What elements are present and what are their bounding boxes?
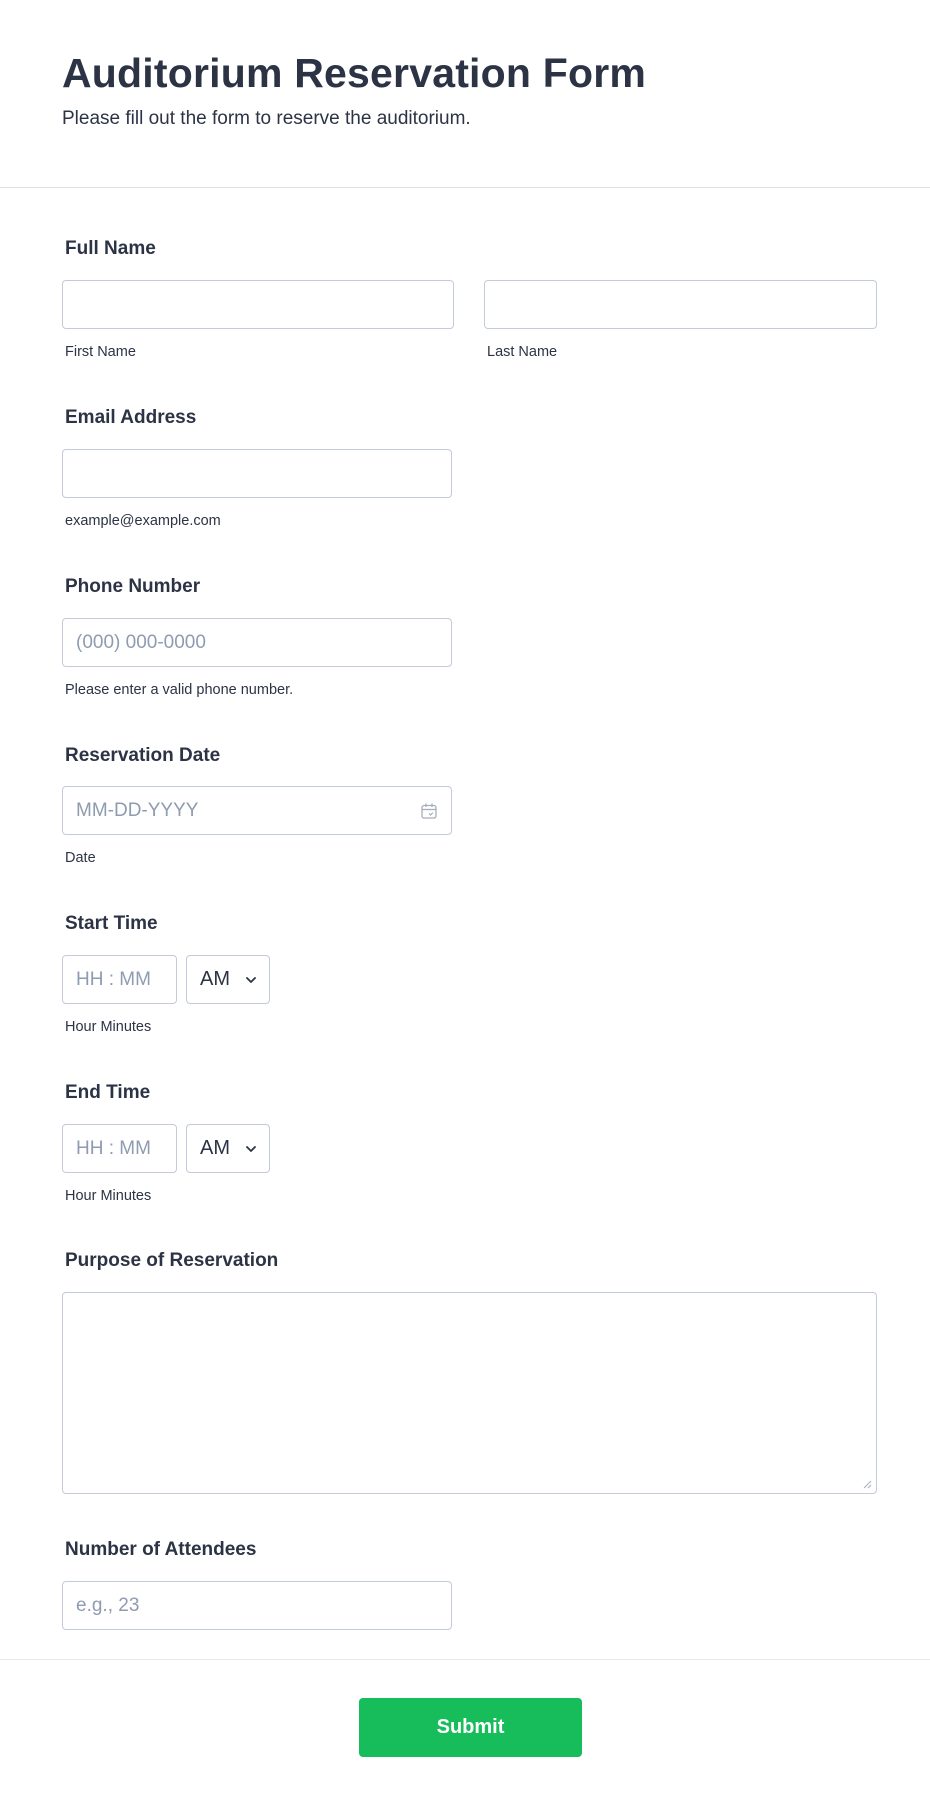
- end-time-ampm-value: AM: [200, 1137, 230, 1159]
- start-time-input[interactable]: HH : MM: [62, 955, 177, 1004]
- phone-input[interactable]: (000) 000-0000: [62, 618, 452, 667]
- end-time-label: End Time: [65, 1082, 151, 1103]
- email-label: Email Address: [65, 407, 197, 428]
- form-subtitle: Please fill out the form to reserve the auditorium.: [62, 108, 471, 129]
- phone-label: Phone Number: [65, 576, 201, 597]
- purpose-label: Purpose of Reservation: [65, 1250, 279, 1271]
- email-sublabel: example@example.com: [65, 513, 221, 529]
- form-title: Auditorium Reservation Form: [62, 50, 647, 96]
- phone-sublabel: Please enter a valid phone number.: [65, 682, 294, 698]
- start-time-ampm-select[interactable]: [186, 955, 270, 1004]
- resize-handle-icon[interactable]: [862, 1479, 872, 1489]
- end-time-sublabel: Hour Minutes: [65, 1188, 152, 1204]
- chevron-down-icon: [244, 973, 258, 987]
- last-name-input[interactable]: [484, 280, 877, 329]
- start-time-sublabel: Hour Minutes: [65, 1019, 152, 1035]
- first-name-sublabel: First Name: [65, 344, 136, 360]
- last-name-sublabel: Last Name: [487, 344, 558, 360]
- email-input[interactable]: [62, 449, 452, 498]
- calendar-icon[interactable]: [420, 802, 438, 820]
- reservation-date-label: Reservation Date: [65, 745, 221, 766]
- full-name-label: Full Name: [65, 238, 156, 259]
- start-time-label: Start Time: [65, 913, 158, 934]
- start-time-ampm-value: AM: [200, 968, 230, 990]
- chevron-down-icon: [244, 1142, 258, 1156]
- end-time-ampm-select[interactable]: [186, 1124, 270, 1173]
- reservation-date-placeholder: MM-DD-YYYY: [76, 799, 199, 821]
- first-name-input[interactable]: [62, 280, 454, 329]
- reservation-date-input[interactable]: [62, 786, 452, 835]
- attendees-input[interactable]: e.g., 23: [62, 1581, 452, 1630]
- purpose-textarea[interactable]: [62, 1292, 877, 1494]
- form-header: [0, 0, 930, 188]
- attendees-label: Number of Attendees: [65, 1539, 257, 1560]
- footer-divider: [0, 1659, 930, 1660]
- end-time-input[interactable]: HH : MM: [62, 1124, 177, 1173]
- reservation-date-sublabel: Date: [65, 850, 96, 866]
- submit-button[interactable]: Submit: [359, 1698, 582, 1757]
